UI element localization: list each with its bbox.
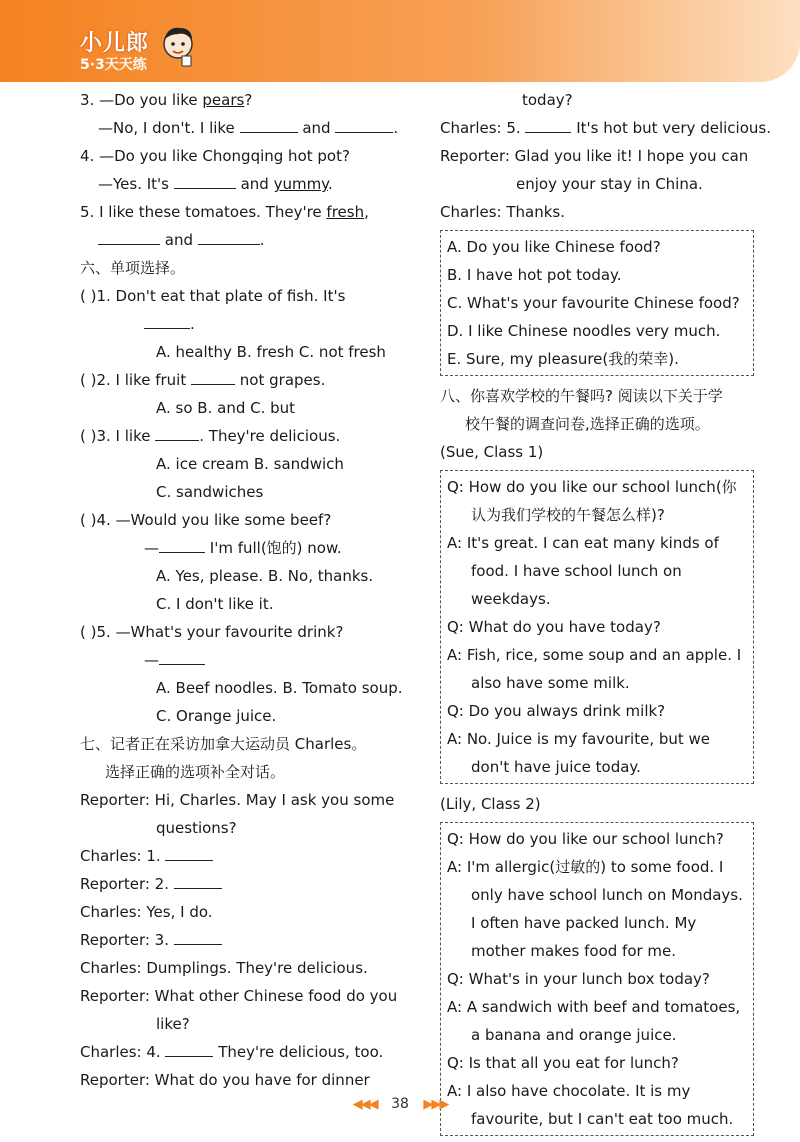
answer-blank[interactable] [165, 846, 213, 861]
option-e: E. Sure, my pleasure(我的荣幸). [447, 350, 679, 368]
right-column [440, 86, 771, 1142]
dialog-line: like? [156, 1015, 190, 1033]
mc-4: ( )4. —Would you like some beef? [80, 511, 332, 529]
mc-3: ( )3. I like . They're delicious. [80, 427, 341, 445]
q5-line: 5. I like these tomatoes. They're fresh, [80, 203, 369, 221]
dialog-line: Charles: Thanks. [440, 203, 566, 221]
qa-line: A: I'm allergic(过敏的) to some food. I only have school lunch on Mondays. I often have packed lunch. My mother makes food for me. [447, 858, 743, 960]
dialog-line: questions? [156, 819, 237, 837]
mc-4-options-2: C. I don't like it. [156, 595, 274, 613]
answer-blank[interactable] [159, 650, 205, 665]
option-c: C. What's your favourite Chinese food? [447, 294, 740, 312]
qa-line: Q: How do you like our school lunch(你认为我们学校的午餐怎么样)? [447, 478, 737, 524]
qa-line: Q: What do you have today? [447, 618, 661, 636]
dialog-line: Charles: 1. [80, 842, 398, 870]
dialog-line: enjoy your stay in China. [516, 175, 703, 193]
mc-1-blank-line: . [80, 310, 398, 338]
page-number: 38 [391, 1096, 409, 1112]
answer-blank[interactable] [525, 118, 571, 133]
mc-5-line-2: — [80, 646, 398, 674]
page-header [0, 0, 800, 82]
mc-4-line-2: — I'm full(饱的) now. [144, 539, 342, 557]
q4-line: 4. —Do you like Chongqing hot pot? [80, 147, 350, 165]
page-footer [0, 1096, 800, 1112]
option-b: B. I have hot pot today. [447, 266, 622, 284]
answer-blank[interactable] [174, 930, 222, 945]
dialog-line: Charles: Yes, I do. [80, 903, 213, 921]
dialog-line: Charles: 4. They're delicious, too. [80, 1043, 384, 1061]
answer-blank[interactable] [240, 118, 298, 133]
dialog-line: Charles: Dumplings. They're delicious. [80, 959, 368, 977]
dialog-line: Reporter: 2. [80, 870, 398, 898]
mascot-icon [158, 22, 198, 68]
mc-1-options: A. healthy B. fresh C. not fresh [156, 343, 386, 361]
mc-1: ( )1. Don't eat that plate of fish. It's [80, 287, 346, 305]
answer-blank[interactable] [144, 314, 190, 329]
mc-5-options-2: C. Orange juice. [156, 707, 277, 725]
sue-label: (Sue, Class 1) [440, 443, 544, 461]
dialog-line: Reporter: What do you have for dinner [80, 1071, 370, 1089]
q3-line: 3. —Do you like pears? [80, 91, 253, 109]
answer-blank[interactable] [165, 1042, 213, 1057]
qa-line: Q: Is that all you eat for lunch? [447, 1054, 679, 1072]
answer-blank[interactable] [335, 118, 393, 133]
qa-line: A: I also have chocolate. It is my favourite, but I can't eat too much. [447, 1082, 734, 1128]
answer-blank[interactable] [191, 370, 235, 385]
dialog-line: Reporter: Glad you like it! I hope you can [440, 147, 749, 165]
left-arrows-icon: ◀◀◀ [352, 1097, 377, 1112]
q4-answer-line: —Yes. It's and yummy. [98, 175, 333, 193]
answer-blank[interactable] [98, 230, 160, 245]
qa-line: A: Fish, rice, some soup and an apple. I also have some milk. [447, 646, 742, 692]
sue-survey-box [440, 470, 754, 784]
answer-blank[interactable] [198, 230, 260, 245]
right-arrows-icon: ▶▶▶ [423, 1097, 448, 1112]
section-8-subtitle: 校午餐的调查问卷,选择正确的选项。 [465, 415, 710, 433]
qa-line: Q: Do you always drink milk? [447, 702, 666, 720]
section-6-title: 六、单项选择。 [80, 259, 186, 277]
qa-line: A: A sandwich with beef and tomatoes, a banana and orange juice. [447, 998, 741, 1044]
mc-5: ( )5. —What's your favourite drink? [80, 623, 344, 641]
qa-line: Q: How do you like our school lunch? [447, 830, 724, 848]
q5-answer-line: and . [80, 226, 398, 254]
qa-line: A: No. Juice is my favourite, but we don't have juice today. [447, 730, 711, 776]
lily-label: (Lily, Class 2) [440, 795, 541, 813]
section-8-title: 八、你喜欢学校的午餐吗? 阅读以下关于学 [440, 387, 723, 405]
answer-blank[interactable] [159, 538, 205, 553]
series-label: 5·3天天练 [80, 57, 147, 73]
q3-answer-line: —No, I don't. I like and . [98, 119, 399, 137]
section-7-subtitle: 选择正确的选项补全对话。 [105, 763, 286, 781]
answer-blank[interactable] [174, 174, 236, 189]
dialog-line: Reporter: 3. [80, 926, 398, 954]
dialog-line: Reporter: Hi, Charles. May I ask you some [80, 791, 395, 809]
qa-line: Q: What's in your lunch box today? [447, 970, 710, 988]
option-a: A. Do you like Chinese food? [447, 238, 661, 256]
mc-2: ( )2. I like fruit not grapes. [80, 371, 326, 389]
brand-logo: 小儿郎 [80, 31, 150, 56]
dialog-line: Charles: 5. It's hot but very delicious. [440, 119, 771, 137]
options-box [440, 230, 754, 376]
lily-survey-box [440, 822, 754, 1136]
option-d: D. I like Chinese noodles very much. [447, 322, 721, 340]
mc-3-options: A. ice cream B. sandwich [156, 455, 344, 473]
mc-2-options: A. so B. and C. but [156, 399, 296, 417]
left-column [80, 86, 403, 1094]
dialog-line: Reporter: What other Chinese food do you [80, 987, 398, 1005]
section-7-title: 七、记者正在采访加拿大运动员 Charles。 [80, 735, 367, 753]
mc-5-options: A. Beef noodles. B. Tomato soup. [156, 679, 403, 697]
qa-line: A: It's great. I can eat many kinds of food. I have school lunch on weekdays. [447, 534, 719, 608]
mc-3-options-2: C. sandwiches [156, 483, 264, 501]
mc-4-options: A. Yes, please. B. No, thanks. [156, 567, 374, 585]
dialog-line: today? [522, 91, 573, 109]
answer-blank[interactable] [155, 426, 199, 441]
answer-blank[interactable] [174, 874, 222, 889]
